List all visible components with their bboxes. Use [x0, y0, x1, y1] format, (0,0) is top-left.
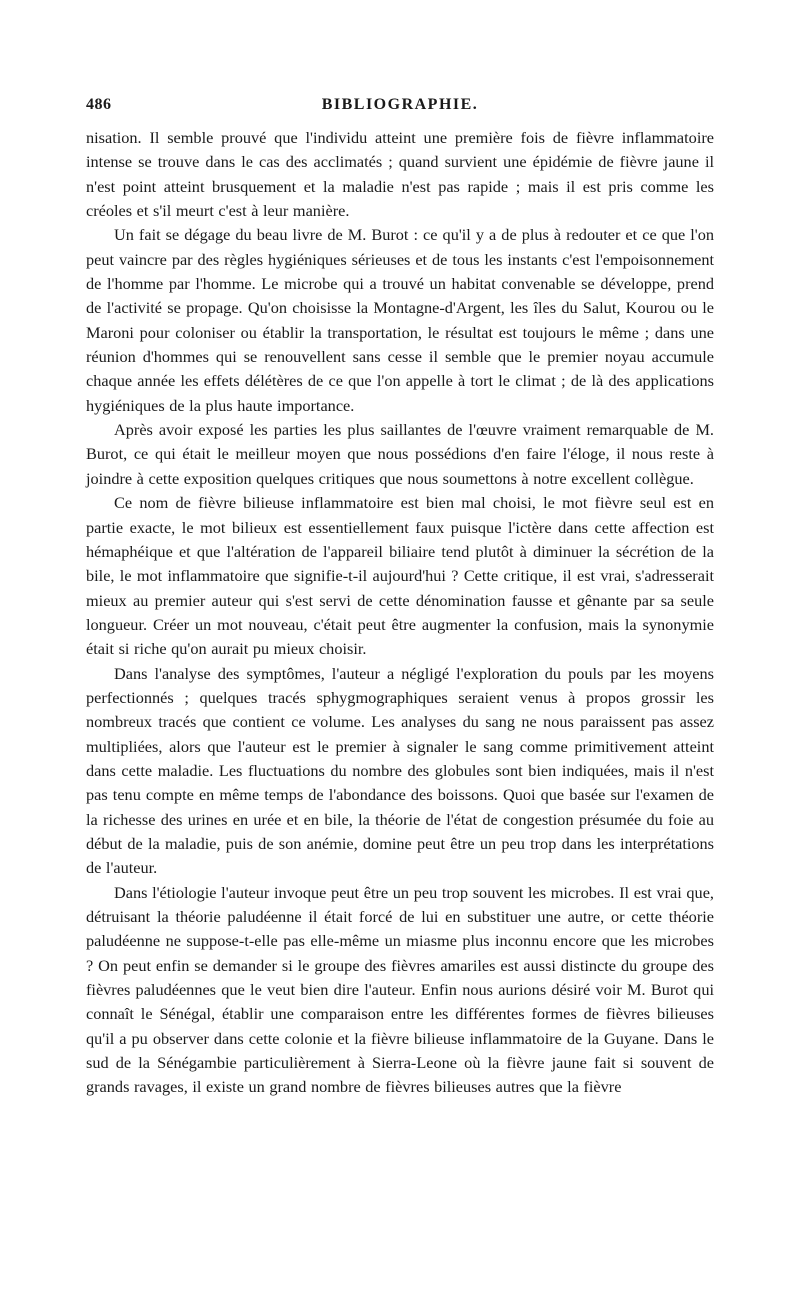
- page-number: 486: [86, 96, 112, 113]
- page-header: [86, 96, 714, 120]
- paragraph: Dans l'analyse des symptômes, l'auteur a négligé l'exploration du pouls par les moyens perfectionnés ; quelques tracés sphygmographiques seraient venus à propos grossir les nombreux tracés que contient ce volume. Les analyses du sang ne nous paraissent pas assez multipliées, alors que l'auteur est le premier à signaler le sang comme primitivement atteint dans cette maladie. Les fluctuations du nombre des globules sont bien indiquées, mais il n'est pas tenu compte en même temps de l'abondance des boissons. Quoi que basée sur l'examen de la richesse des urines en urée et en bile, la théorie de l'état de congestion présumée du foie au début de la maladie, puis de son anémie, domine peut être un peu trop dans les interprétations de l'auteur.: [86, 663, 714, 878]
- paragraph-continuation: nisation. Il semble prouvé que l'individu atteint une première fois de fièvre inflammatoire intense se trouve dans le cas des acclimatés ; quand survient une épidémie de fièvre jaune il n'est point atteint brusquement et la maladie n'est pas rapide ; mais il est pris comme les créoles et s'il meurt c'est à leur manière.: [86, 128, 714, 221]
- body-text: [86, 126, 714, 1100]
- paragraph: Ce nom de fièvre bilieuse inflammatoire est bien mal choisi, le mot fièvre seul est en partie exacte, le mot bilieux est essentiellement faux puisque l'ictère dans cette affection est hémaphéique et que l'altération de l'appareil biliaire tend plutôt à diminuer la sécrétion de la bile, le mot inflammatoire que signifie-t-il aujourd'hui ? Cette critique, il est vrai, s'adresserait mieux au premier auteur qui s'est servi de cette dénomination fausse et gênante par sa seule longueur. Créer un mot nouveau, c'était peut être augmenter la confusion, mais la synonymie était si riche qu'on aurait pu mieux choisir.: [86, 493, 714, 659]
- paragraph: Un fait se dégage du beau livre de M. Burot : ce qu'il y a de plus à redouter et ce que l'on peut vaincre par des règles hygiéniques sérieuses et de tous les instants c'est l'empoisonnement de l'homme par l'homme. Le microbe qui a trouvé un habitat convenable se développe, prend de l'activité se propage. Qu'on choisisse la Montagne-d'Argent, les îles du Salut, Kourou ou le Maroni pour coloniser ou établir la transportation, le résultat est toujours le même ; dans une réunion d'hommes qui se renouvellent sans cesse il semble que le premier noyau accumule chaque année les effets délétères de ce que l'on appelle à tort le climat ; de là des applications hygiéniques de la plus haute importance.: [86, 225, 714, 415]
- paragraph: Après avoir exposé les parties les plus saillantes de l'œuvre vraiment remarquable de M. Burot, ce qui était le meilleur moyen que nous possédions d'en faire l'éloge, il nous reste à joindre à cette exposition quelques critiques que nous soumettons à notre excellent collègue.: [86, 420, 714, 488]
- running-title: BIBLIOGRAPHIE.: [321, 96, 479, 113]
- paragraph: Dans l'étiologie l'auteur invoque peut être un peu trop souvent les microbes. Il est vrai que, détruisant la théorie paludéenne il était forcé de lui en substituer une autre, or cette théorie paludéenne ne suppose-t-elle pas elle-même un miasme plus inconnu encore que les microbes ? On peut enfin se demander si le groupe des fièvres amariles est aussi distincte du groupe des fièvres paludéennes que le veut bien dire l'auteur. Enfin nous aurions désiré voir M. Burot qui connaît le Sénégal, établir une comparaison entre les différentes formes de fièvres bilieuses qu'il a pu observer dans cette colonie et la fièvre bilieuse inflammatoire de la Guyane. Dans le sud de la Sénégambie particulièrement à Sierra-Leone où la fièvre jaune fait si souvent de grands ravages, il existe un grand nombre de fièvres bilieuses autres que la fièvre: [86, 882, 714, 1097]
